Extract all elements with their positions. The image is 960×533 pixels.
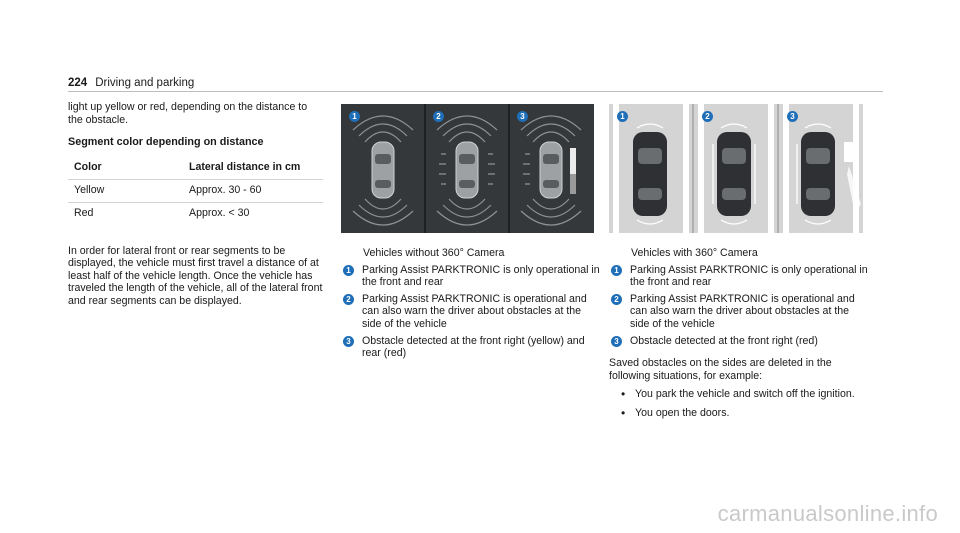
section-title: Driving and parking — [95, 77, 195, 89]
list-item — [621, 388, 869, 401]
saved-obstacles-section — [609, 357, 869, 419]
bullet-icon: • — [621, 405, 626, 420]
list-item — [621, 407, 869, 420]
table-header-distance: Lateral distance in cm — [189, 160, 301, 173]
legend-title: Vehicles without 360° Camera — [363, 247, 505, 259]
figure-badge-2: 2 — [702, 111, 713, 122]
list-item — [609, 293, 869, 331]
list-item — [341, 264, 601, 289]
table-row — [68, 202, 323, 224]
parking-sensor-figure-without-camera — [341, 104, 594, 233]
figure-badge-3: 3 — [517, 111, 528, 122]
legend-text: Parking Assist PARKTRONIC is only operational in the front and rear — [362, 263, 600, 289]
figure-badge-2: 2 — [433, 111, 444, 122]
legend-badge: 3 — [343, 336, 354, 347]
lateral-segments-paragraph: In order for lateral front or rear segments to be displayed, the vehicle must first travel a distance of at least half of the vehicle length. Once the vehicle has traveled the length of the vehicle, all of the lateral front and rear segments can be displayed. — [68, 244, 323, 307]
table-header-color: Color — [74, 160, 102, 173]
table-cell: Approx. 30 - 60 — [183, 180, 323, 203]
list-item — [341, 335, 601, 360]
legend-text: Parking Assist PARKTRONIC is operational and can also warn the driver about obstacles at the side of the vehicle — [362, 292, 587, 330]
table-header-row — [68, 157, 323, 180]
table-cell: Red — [68, 202, 183, 224]
legend-title: Vehicles with 360° Camera — [631, 247, 758, 259]
left-column — [68, 101, 323, 318]
table-title: Segment color depending on distance — [68, 136, 264, 149]
bullet-icon: • — [621, 387, 626, 402]
legend-badge: 2 — [343, 294, 354, 305]
intro-text: light up yellow or red, depending on the distance to the obstacle. — [68, 101, 308, 126]
legend-text: Parking Assist PARKTRONIC is operational and can also warn the driver about obstacles at the side of the vehicle — [630, 292, 855, 330]
legend-badge: 2 — [611, 294, 622, 305]
legend-text: Obstacle detected at the front right (yellow) and rear (red) — [362, 334, 585, 360]
list-item — [609, 264, 869, 289]
legend-text: Parking Assist PARKTRONIC is only operational in the front and rear — [630, 263, 868, 289]
parking-sensor-figure-with-camera — [609, 104, 863, 233]
legend-text: Obstacle detected at the front right (red) — [630, 334, 818, 347]
bullet-text: You open the doors. — [635, 406, 730, 419]
table-cell: Yellow — [68, 180, 183, 203]
saved-obstacles-text: Saved obstacles on the sides are deleted in the following situations, for example: — [609, 357, 832, 382]
watermark: carmanualsonline.info — [717, 501, 938, 526]
bullet-text: You park the vehicle and switch off the ignition. — [635, 388, 855, 401]
legend-without-camera — [341, 247, 601, 364]
legend-badge: 1 — [611, 265, 622, 276]
figure-badge-1: 1 — [349, 111, 360, 122]
table-row — [68, 180, 323, 203]
page-header — [68, 71, 883, 92]
legend-badge: 1 — [343, 265, 354, 276]
legend-badge: 3 — [611, 336, 622, 347]
segment-color-table — [68, 157, 323, 225]
list-item — [341, 293, 601, 331]
figure-badge-1: 1 — [617, 111, 628, 122]
list-item — [609, 335, 869, 348]
table-cell: Approx. < 30 — [183, 202, 323, 224]
page-number: 224 — [68, 77, 88, 89]
legend-with-camera — [609, 247, 869, 426]
figure-badge-3: 3 — [787, 111, 798, 122]
